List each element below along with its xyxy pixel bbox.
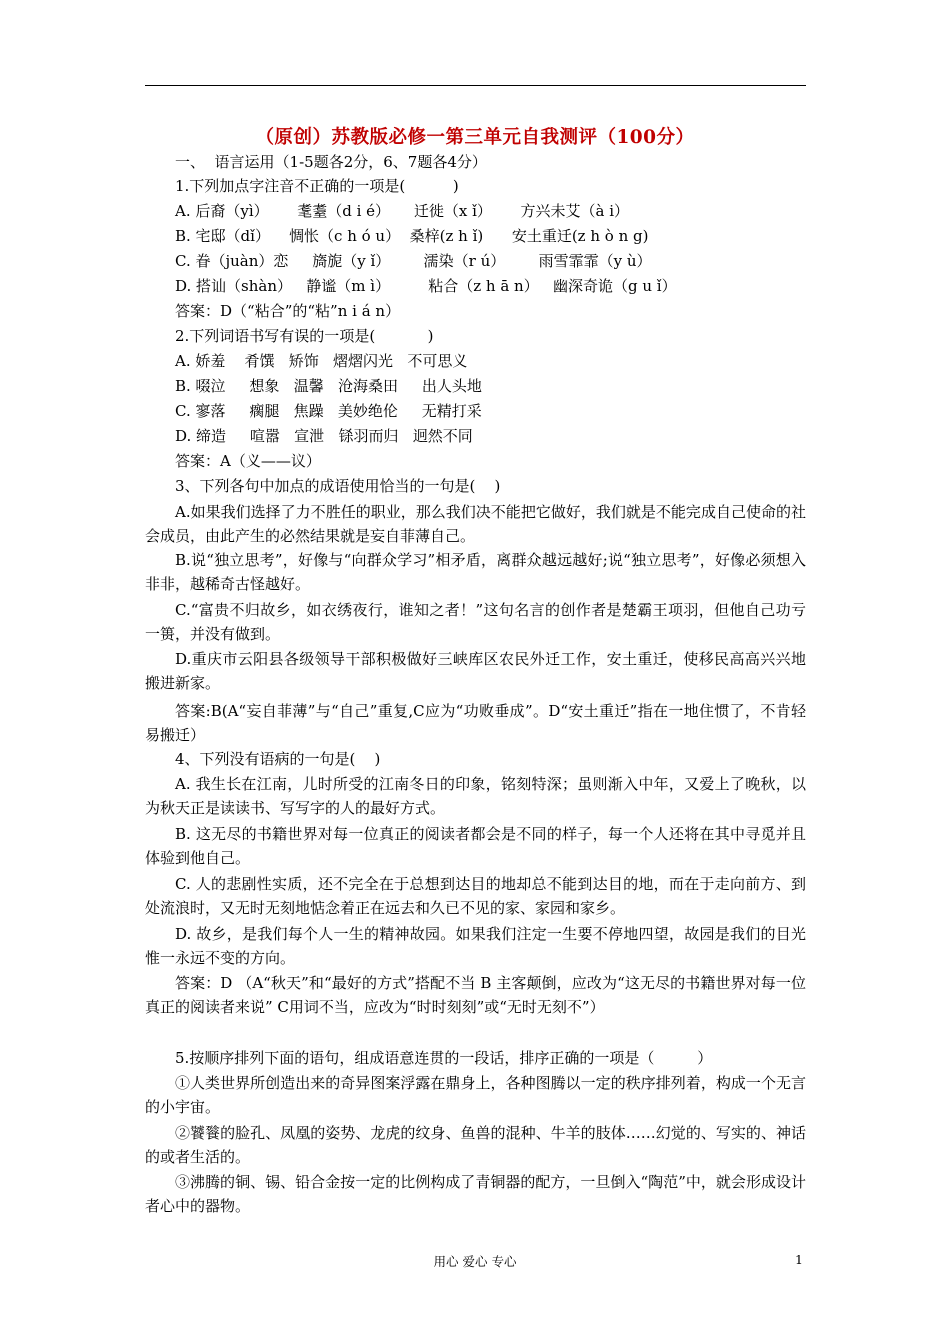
q4-option-d: D. 故乡，是我们每个人一生的精神故园。如果我们注定一生要不停地四望，故园是我们的目光惟一永远不变的方向。 — [145, 925, 806, 967]
q3-stem: 3、下列各句中加点的成语使用恰当的一句是( ) — [175, 477, 501, 495]
q2-option-d: D. 缔造 喧嚣 宣泄 铩羽而归 迥然不同 — [175, 427, 473, 445]
q1-stem: 1.下列加点字注音不正确的一项是( ) — [175, 177, 459, 195]
q1-option-d: D. 搭讪（shàn） 静谧（m ì） 粘合（z h ā n） 幽深奇诡（g u ǐ） — [175, 277, 677, 295]
section-heading: 一、 语言运用（1-5题各2分，6、7题各4分） — [175, 153, 487, 171]
q5-stem: 5.按顺序排列下面的语句，组成语意连贯的一段话，排序正确的一项是（ ） — [175, 1049, 713, 1067]
q4-option-a: A. 我生长在江南，儿时所受的江南冬日的印象，铭刻特深；虽则渐入中年，又爱上了晚秋，以为秋天正是读读书、写写字的人的最好方式。 — [145, 775, 806, 817]
page-title: （原创）苏教版必修一第三单元自我测评（100分） — [255, 127, 695, 148]
page-number: 1 — [795, 1252, 803, 1267]
q3-option-c: C.“富贵不归故乡，如衣绣夜行，谁知之者！”这句名言的创作者是楚霸王项羽，但他自己功亏一篑，并没有做到。 — [145, 601, 806, 643]
q2-stem: 2.下列词语书写有误的一项是( ) — [175, 327, 434, 345]
q1-option-a: A. 后裔（yì） 耄耋（d i é） 迁徙（x ǐ） 方兴未艾（à i） — [175, 202, 630, 220]
q4-stem: 4、下列没有语病的一句是( ) — [175, 750, 381, 768]
q4-option-c: C. 人的悲剧性实质，还不完全在于总想到达目的地却总不能到达目的地，而在于走向前方、到处流浪时，又无时无刻地惦念着正在远去和久已不见的家、家园和家乡。 — [145, 875, 806, 917]
q3-option-d: D.重庆市云阳县各级领导干部积极做好三峡库区农民外迁工作，安土重迁，使移民高高兴兴地搬进新家。 — [145, 650, 806, 692]
q4-answer: 答案：D （A“秋天”和“最好的方式”搭配不当 B 主客颠倒，应改为“这无尽的书籍世界对每一位真正的阅读者来说” C用词不当，应改为“时时刻刻”或“无时无刻不”） — [145, 974, 806, 1016]
q5-sentence-1: ①人类世界所创造出来的奇异图案浮露在鼎身上，各种图腾以一定的秩序排列着，构成一个无言的小宇宙。 — [145, 1074, 806, 1116]
q5-sentence-2: ②饕餮的脸孔、凤凰的姿势、龙虎的纹身、鱼兽的混种、牛羊的肢体……幻觉的、写实的、神话的或者生活的。 — [145, 1124, 806, 1166]
q5-sentence-3: ③沸腾的铜、锡、铅合金按一定的比例构成了青铜器的配方，一旦倒入“陶范”中，就会形成设计者心中的器物。 — [145, 1173, 806, 1215]
header-rule — [145, 85, 806, 86]
q1-option-c: C. 眷（juàn）恋 旖旎（y ǐ） 濡染（r ú） 雨雪霏霏（y ù） — [175, 252, 652, 270]
q2-option-b: B. 啜泣 想象 温馨 沧海桑田 出人头地 — [175, 377, 482, 395]
q3-option-b: B.说“独立思考”，好像与“向群众学习”相矛盾，离群众越远越好;说“独立思考”，好像必须想入非非，越稀奇古怪越好。 — [145, 551, 806, 593]
q2-answer: 答案：A（义——议） — [175, 452, 321, 470]
q1-answer: 答案：D（“粘合”的“粘”n i á n） — [175, 302, 401, 320]
q2-option-c: C. 寥落 瘸腿 焦躁 美妙绝伦 无精打采 — [175, 402, 482, 420]
q2-option-a: A. 娇羞 肴馔 矫饰 熠熠闪光 不可思义 — [175, 352, 468, 370]
q3-option-a: A.如果我们选择了力不胜任的职业，那么我们决不能把它做好，我们就是不能完成自己使命的社会成员，由此产生的必然结果就是妄自菲薄自己。 — [145, 503, 806, 545]
page-footer: 用心 爱心 专心 — [433, 1254, 517, 1269]
q3-answer: 答案:B(A“妄自菲薄”与“自己”重复,C应为“功败垂成”。D“安土重迁”指在一地住惯了，不肯轻易搬迁） — [145, 702, 806, 744]
q1-option-b: B. 宅邸（dǐ） 惆怅（c h ó u） 桑梓(z h ǐ) 安土重迁(z h ò n g) — [175, 227, 649, 245]
q4-option-b: B. 这无尽的书籍世界对每一位真正的阅读者都会是不同的样子，每一个人还将在其中寻觅并且体验到他自己。 — [145, 825, 806, 867]
